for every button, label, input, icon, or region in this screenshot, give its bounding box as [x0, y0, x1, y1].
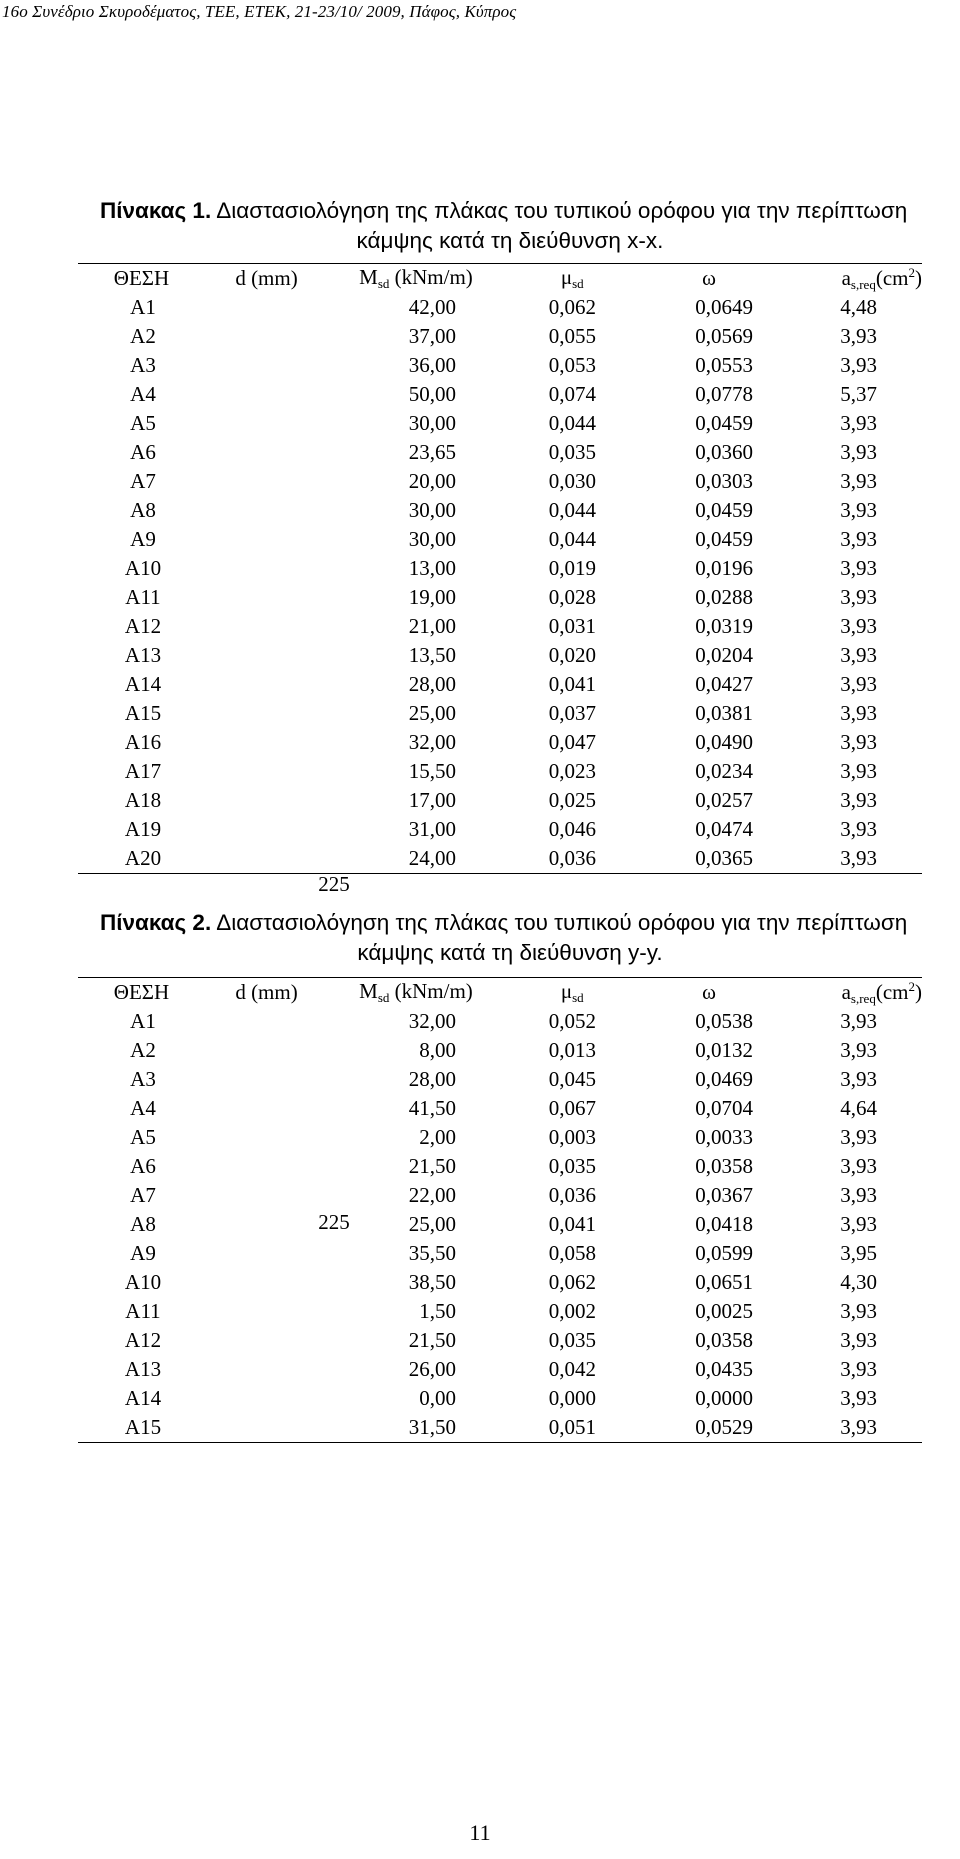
- cell-msd: 25,00: [408, 701, 456, 725]
- table-row: [78, 293, 922, 322]
- cell-as-req: 3,93: [840, 1009, 877, 1033]
- cell-as-req: 3,93: [840, 1067, 877, 1091]
- table-row: [78, 1384, 922, 1413]
- cell-omega: 0,0704: [695, 1096, 753, 1120]
- cell-position: Α19: [124, 817, 162, 841]
- cell-mu: 0,052: [548, 1009, 596, 1033]
- cell-omega: 0,0365: [695, 846, 753, 870]
- cell-as-req: 3,93: [840, 498, 877, 522]
- table-row: [78, 1413, 922, 1442]
- cell-mu: 0,019: [548, 556, 596, 580]
- table-row: [78, 380, 922, 409]
- cell-position: Α9: [130, 1241, 156, 1265]
- cell-omega: 0,0025: [695, 1299, 753, 1323]
- cell-msd: 1,50: [419, 1299, 456, 1323]
- cell-omega: 0,0367: [695, 1183, 753, 1207]
- table-row: [78, 1123, 922, 1152]
- table-row: [78, 554, 922, 583]
- cell-mu: 0,036: [548, 1183, 596, 1207]
- cell-position: Α8: [130, 498, 156, 522]
- cell-mu: 0,055: [548, 324, 596, 348]
- table-row: [78, 1152, 922, 1181]
- cell-mu: 0,062: [548, 1270, 596, 1294]
- cell-msd: 17,00: [408, 788, 456, 812]
- table-row: [78, 496, 922, 525]
- cell-mu: 0,035: [548, 1154, 596, 1178]
- cell-as-req: 3,93: [840, 1183, 877, 1207]
- cell-as-req: 3,93: [840, 585, 877, 609]
- header-d: d (mm): [235, 266, 298, 290]
- cell-msd: 15,50: [408, 759, 456, 783]
- cell-msd: 22,00: [408, 1183, 456, 1207]
- table-row: [78, 728, 922, 757]
- cell-omega: 0,0204: [695, 643, 753, 667]
- cell-msd: 23,65: [408, 440, 456, 464]
- table-row: [78, 1326, 922, 1355]
- cell-as-req: 3,93: [840, 1415, 877, 1439]
- cell-omega: 0,0553: [695, 353, 753, 377]
- header-mu: $\mu_{sd}$: [560, 265, 584, 291]
- cell-mu: 0,020: [548, 643, 596, 667]
- cell-as-req: 3,93: [840, 701, 877, 725]
- table-row: [78, 1094, 922, 1123]
- cell-msd: 32,00: [408, 1009, 456, 1033]
- cell-as-req: 3,93: [840, 324, 877, 348]
- cell-msd: 20,00: [408, 469, 456, 493]
- table1-caption-text: Διαστασιολόγηση της πλάκας του τυπικού ορόφου για την περίπτωση: [211, 198, 908, 223]
- cell-msd: 13,50: [408, 643, 456, 667]
- cell-mu: 0,036: [548, 846, 596, 870]
- cell-as-req: 3,93: [840, 353, 877, 377]
- cell-msd: 26,00: [408, 1357, 456, 1381]
- cell-position: Α7: [130, 469, 156, 493]
- cell-as-req: 3,93: [840, 1154, 877, 1178]
- cell-omega: 0,0381: [695, 701, 753, 725]
- cell-mu: 0,044: [548, 527, 596, 551]
- cell-omega: 0,0033: [695, 1125, 753, 1149]
- cell-mu: 0,044: [548, 411, 596, 435]
- table-row: [78, 322, 922, 351]
- cell-position: Α16: [124, 730, 162, 754]
- header-d: d (mm): [235, 980, 298, 1004]
- cell-mu: 0,046: [548, 817, 596, 841]
- cell-as-req: 5,37: [840, 382, 877, 406]
- cell-mu: 0,041: [548, 1212, 596, 1236]
- cell-mu: 0,062: [548, 295, 596, 319]
- cell-msd: 25,00: [408, 1212, 456, 1236]
- cell-omega: 0,0000: [695, 1386, 753, 1410]
- cell-as-req: 4,48: [840, 295, 877, 319]
- table-row: [78, 438, 922, 467]
- cell-omega: 0,0427: [695, 672, 753, 696]
- cell-omega: 0,0651: [695, 1270, 753, 1294]
- table-row: [78, 641, 922, 670]
- cell-position: Α17: [124, 759, 162, 783]
- table2: [78, 977, 922, 1443]
- cell-mu: 0,041: [548, 672, 596, 696]
- cell-omega: 0,0132: [695, 1038, 753, 1062]
- cell-omega: 0,0649: [695, 295, 753, 319]
- cell-position: Α8: [130, 1212, 156, 1236]
- cell-as-req: 3,93: [840, 788, 877, 812]
- table-row: [78, 409, 922, 438]
- cell-as-req: 3,93: [840, 672, 877, 696]
- table-row: [78, 1355, 922, 1384]
- header-as-req: $a_{s,req}(cm^2)$: [841, 978, 922, 1006]
- cell-position: Α13: [124, 643, 162, 667]
- cell-msd: 31,50: [408, 1415, 456, 1439]
- cell-msd: 0,00: [419, 1386, 456, 1410]
- cell-as-req: 3,93: [840, 1299, 877, 1323]
- cell-mu: 0,028: [548, 585, 596, 609]
- cell-as-req: 3,93: [840, 1357, 877, 1381]
- cell-position: Α3: [130, 1067, 156, 1091]
- table-row: [78, 1268, 922, 1297]
- table-row: [78, 467, 922, 496]
- header-omega: ω: [702, 266, 716, 290]
- table-row: [78, 351, 922, 380]
- cell-position: Α11: [125, 1299, 161, 1323]
- cell-mu: 0,074: [548, 382, 596, 406]
- cell-mu: 0,031: [548, 614, 596, 638]
- cell-position: Α2: [130, 1038, 156, 1062]
- cell-msd: 50,00: [408, 382, 456, 406]
- cell-mu: 0,044: [548, 498, 596, 522]
- cell-as-req: 4,64: [840, 1096, 877, 1120]
- table-row: [78, 670, 922, 699]
- cell-omega: 0,0435: [695, 1357, 753, 1381]
- cell-position: Α1: [130, 1009, 156, 1033]
- cell-omega: 0,0234: [695, 759, 753, 783]
- table-row: [78, 1036, 922, 1065]
- cell-mu: 0,051: [548, 1415, 596, 1439]
- cell-mu: 0,002: [548, 1299, 596, 1323]
- cell-position: Α2: [130, 324, 156, 348]
- header-as-req: $a_{s,req}(cm^2)$: [841, 264, 922, 292]
- cell-omega: 0,0360: [695, 440, 753, 464]
- cell-omega: 0,0569: [695, 324, 753, 348]
- cell-as-req: 3,93: [840, 1038, 877, 1062]
- cell-omega: 0,0319: [695, 614, 753, 638]
- table-row: [78, 1007, 922, 1036]
- table1: [78, 263, 922, 896]
- cell-as-req: 3,93: [840, 643, 877, 667]
- cell-omega: 0,0257: [695, 788, 753, 812]
- cell-position: Α9: [130, 527, 156, 551]
- header-position: ΘΕΣΗ: [113, 266, 170, 290]
- running-header: 16ο Συνέδριο Σκυροδέματος, ΤΕΕ, ΕΤΕΚ, 21-23/10/ 2009, Πάφος, Κύπρος: [2, 2, 517, 21]
- cell-position: Α13: [124, 1357, 162, 1381]
- table1-d-value: 225: [318, 872, 350, 896]
- cell-mu: 0,067: [548, 1096, 596, 1120]
- cell-omega: 0,0529: [695, 1415, 753, 1439]
- cell-msd: 8,00: [419, 1038, 456, 1062]
- table-row: [78, 844, 922, 873]
- cell-as-req: 3,93: [840, 469, 877, 493]
- cell-position: Α6: [130, 440, 156, 464]
- header-position: ΘΕΣΗ: [113, 980, 170, 1004]
- cell-msd: 21,50: [408, 1154, 456, 1178]
- table-row: [78, 1065, 922, 1094]
- cell-position: Α15: [124, 1415, 162, 1439]
- table2-caption-label: Πίνακας 2.: [100, 910, 212, 935]
- cell-omega: 0,0599: [695, 1241, 753, 1265]
- cell-position: Α11: [125, 585, 161, 609]
- table2-caption-text: Διαστασιολόγηση της πλάκας του τυπικού ορόφου για την περίπτωση: [211, 910, 908, 935]
- cell-mu: 0,013: [548, 1038, 596, 1062]
- cell-msd: 41,50: [408, 1096, 456, 1120]
- cell-msd: 19,00: [408, 585, 456, 609]
- cell-mu: 0,000: [548, 1386, 596, 1410]
- cell-omega: 0,0490: [695, 730, 753, 754]
- cell-position: Α20: [124, 846, 162, 870]
- table-row: [78, 1210, 922, 1239]
- cell-omega: 0,0459: [695, 527, 753, 551]
- cell-msd: 30,00: [408, 411, 456, 435]
- table2-header-row: [78, 978, 922, 1007]
- table2-caption: [100, 908, 920, 968]
- cell-omega: 0,0358: [695, 1328, 753, 1352]
- cell-as-req: 3,93: [840, 730, 877, 754]
- cell-mu: 0,045: [548, 1067, 596, 1091]
- cell-position: Α18: [124, 788, 162, 812]
- cell-position: Α12: [124, 614, 162, 638]
- cell-as-req: 4,30: [840, 1270, 877, 1294]
- table2-caption-text-line2: κάμψης κατά τη διεύθυνση y-y.: [357, 940, 663, 965]
- table-row: [78, 1181, 922, 1210]
- cell-msd: 32,00: [408, 730, 456, 754]
- table1-caption-text-line2: κάμψης κατά τη διεύθυνση x-x.: [356, 228, 664, 253]
- cell-as-req: 3,93: [840, 817, 877, 841]
- cell-omega: 0,0288: [695, 585, 753, 609]
- table-row: [78, 786, 922, 815]
- cell-as-req: 3,93: [840, 1125, 877, 1149]
- table1-caption: [100, 196, 920, 256]
- cell-mu: 0,030: [548, 469, 596, 493]
- cell-position: Α14: [124, 1386, 162, 1410]
- cell-position: Α4: [130, 382, 156, 406]
- header-msd: $M_{sd}$ (kNm/m): [359, 265, 473, 291]
- cell-msd: 28,00: [408, 1067, 456, 1091]
- cell-mu: 0,035: [548, 440, 596, 464]
- cell-mu: 0,003: [548, 1125, 596, 1149]
- cell-position: Α3: [130, 353, 156, 377]
- cell-position: Α14: [124, 672, 162, 696]
- cell-omega: 0,0474: [695, 817, 753, 841]
- cell-msd: 21,50: [408, 1328, 456, 1352]
- table1-header-row: [78, 264, 922, 293]
- cell-position: Α7: [130, 1183, 156, 1207]
- cell-mu: 0,023: [548, 759, 596, 783]
- cell-msd: 42,00: [408, 295, 456, 319]
- cell-omega: 0,0303: [695, 469, 753, 493]
- cell-as-req: 3,93: [840, 411, 877, 435]
- cell-omega: 0,0469: [695, 1067, 753, 1091]
- header-msd: $M_{sd}$ (kNm/m): [359, 979, 473, 1005]
- table-row: [78, 699, 922, 728]
- cell-msd: 31,00: [408, 817, 456, 841]
- cell-position: Α5: [130, 411, 156, 435]
- cell-omega: 0,0418: [695, 1212, 753, 1236]
- cell-position: Α10: [124, 1270, 162, 1294]
- cell-omega: 0,0196: [695, 556, 753, 580]
- cell-position: Α6: [130, 1154, 156, 1178]
- table1-caption-label: Πίνακας 1.: [100, 198, 212, 223]
- cell-msd: 35,50: [408, 1241, 456, 1265]
- cell-msd: 21,00: [408, 614, 456, 638]
- cell-omega: 0,0538: [695, 1009, 753, 1033]
- cell-mu: 0,035: [548, 1328, 596, 1352]
- cell-as-req: 3,93: [840, 1212, 877, 1236]
- header-omega: ω: [702, 980, 716, 1004]
- table-row: [78, 583, 922, 612]
- cell-msd: 30,00: [408, 527, 456, 551]
- cell-as-req: 3,93: [840, 556, 877, 580]
- cell-mu: 0,037: [548, 701, 596, 725]
- table-row: [78, 1297, 922, 1326]
- cell-position: Α15: [124, 701, 162, 725]
- cell-msd: 2,00: [419, 1125, 456, 1149]
- page-number: 11: [469, 1820, 491, 1845]
- cell-mu: 0,053: [548, 353, 596, 377]
- header-mu: $\mu_{sd}$: [560, 979, 584, 1005]
- cell-msd: 37,00: [408, 324, 456, 348]
- cell-omega: 0,0459: [695, 498, 753, 522]
- cell-msd: 13,00: [408, 556, 456, 580]
- cell-mu: 0,047: [548, 730, 596, 754]
- cell-msd: 36,00: [408, 353, 456, 377]
- cell-position: Α4: [130, 1096, 156, 1120]
- cell-as-req: 3,95: [840, 1241, 877, 1265]
- cell-mu: 0,042: [548, 1357, 596, 1381]
- table-row: [78, 525, 922, 554]
- cell-position: Α5: [130, 1125, 156, 1149]
- cell-mu: 0,058: [548, 1241, 596, 1265]
- cell-msd: 30,00: [408, 498, 456, 522]
- cell-as-req: 3,93: [840, 1328, 877, 1352]
- table-row: [78, 612, 922, 641]
- cell-msd: 28,00: [408, 672, 456, 696]
- cell-as-req: 3,93: [840, 846, 877, 870]
- table-row: [78, 1239, 922, 1268]
- table-row: [78, 757, 922, 786]
- cell-position: Α12: [124, 1328, 162, 1352]
- cell-msd: 24,00: [408, 846, 456, 870]
- table-row: [78, 815, 922, 844]
- cell-as-req: 3,93: [840, 527, 877, 551]
- cell-as-req: 3,93: [840, 614, 877, 638]
- cell-as-req: 3,93: [840, 1386, 877, 1410]
- cell-msd: 38,50: [408, 1270, 456, 1294]
- cell-omega: 0,0358: [695, 1154, 753, 1178]
- table2-d-value: 225: [318, 1210, 350, 1234]
- cell-omega: 0,0778: [695, 382, 753, 406]
- cell-position: Α1: [130, 295, 156, 319]
- cell-as-req: 3,93: [840, 440, 877, 464]
- cell-position: Α10: [124, 556, 162, 580]
- cell-omega: 0,0459: [695, 411, 753, 435]
- cell-mu: 0,025: [548, 788, 596, 812]
- cell-as-req: 3,93: [840, 759, 877, 783]
